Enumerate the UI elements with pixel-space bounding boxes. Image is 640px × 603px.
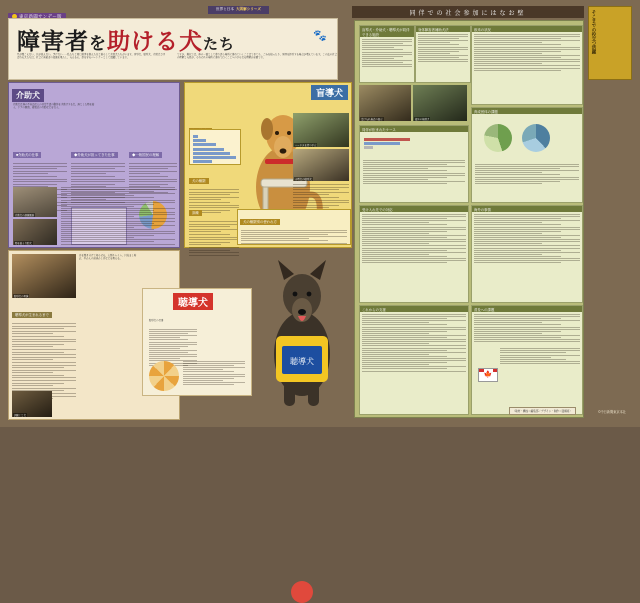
banner-headline: 同伴での社会参加にはなお壁: [352, 6, 584, 18]
photo-caption: 介助犬の訓練風景: [15, 214, 35, 217]
title-part-2: を: [89, 34, 107, 53]
lead-paragraph-left: 耳が聞こえない、目が見えない、歩けない……私たちと同じ障害を抱えた方と暮らして介助犬たちがいます。盲導犬、聴導犬、介助犬と呼ばれる犬たちは、社会に貢献者の役割を果たし、支える心、命を守るパートナーとして活躍しています。: [17, 53, 166, 60]
assistance-sub-1: ■介助犬の仕事: [13, 152, 41, 158]
sunburst-diagram: [149, 361, 179, 391]
series-label: [208, 6, 269, 14]
photo-overseas-dog: [413, 85, 467, 121]
right-box-5-head: 育成団体の課題: [472, 108, 582, 114]
photo-caption: 聴導犬の実演: [14, 295, 29, 298]
series-name: 世界と日本: [216, 7, 234, 12]
section-heading-assistance: 介助犬: [12, 89, 44, 102]
guide-right-column: [293, 113, 349, 215]
right-box-5: [471, 107, 583, 203]
right-box-8-head: これからの支援: [360, 306, 468, 312]
pie-chart-2: [522, 124, 550, 152]
hearing-sub-1: 聴導犬が生まれるまで: [12, 312, 52, 318]
right-box-3-head: 欧米の状況: [472, 26, 582, 32]
hearing-sub-2: 聴導犬の仕事: [149, 319, 164, 322]
assistance-bottom-text: [61, 187, 175, 246]
photo-caption: 海外の補助犬: [415, 118, 430, 121]
assistance-note: 介助犬は体の不自由な人の日常生活の動作を手助けする犬。落とした物を拾う、ドアの開閉、着脱衣の介助などを行う。: [13, 103, 95, 110]
right-box-7: [471, 205, 583, 303]
pie-chart-1: [484, 124, 512, 152]
section-heading-guide: 盲導犬: [311, 85, 348, 100]
hearing-dog-illustration: [250, 250, 354, 410]
lead-paragraph-right: ですが、現状では、体の一部として寄り添う場所に連れていくことはできても、ごみを拾ったり、同伴を拒否する場合が増えています。この法の社会の理解と支援が、それぞれの場所に連れて行くことへのさらなる理解が必要です。: [177, 53, 337, 60]
age-bar-chart: [189, 129, 241, 165]
paw-icon: 🐾: [313, 30, 327, 42]
right-vertical-label: そこまでの役立つ活躍: [592, 10, 597, 54]
right-box-6: [359, 205, 469, 303]
photo-caption: 訓練士と犬: [14, 414, 26, 417]
section-guide-dog: [184, 82, 352, 248]
right-box-4: [359, 125, 469, 203]
guide-sub-training: 訓練: [189, 210, 202, 216]
photo-harness-hand: [293, 113, 349, 147]
series-sub: 大図解シリーズ: [235, 7, 261, 12]
right-box-3: [471, 25, 583, 105]
hearing-note: 音を聞き分けて知らせる。玄関チャイム、目覚まし時計、やかんの湯沸かし音などを教える。: [79, 254, 137, 261]
photo-caption: 受け入れ施設の表示: [361, 118, 383, 121]
hearing-bottom-text: [183, 361, 245, 386]
section-heading-hearing: 聴導犬: [173, 293, 213, 310]
section-social-participation: [354, 20, 584, 418]
photo-assistance-training: [13, 187, 57, 217]
guide-sub-usage: 犬の種類別の使われ方: [240, 219, 280, 225]
footer: [8, 409, 632, 420]
assistance-sub-3: ◆一般国民の理解: [129, 152, 162, 158]
right-box-2: [415, 25, 471, 83]
photo-acceptance-sign: [359, 85, 411, 121]
guide-usage-box: [237, 209, 351, 245]
photo-small-hearing-dog: [293, 149, 349, 181]
assistance-sub-2: ◆介助犬が担ってきた仕事: [71, 152, 118, 158]
right-box-9: [471, 305, 583, 415]
svg-text:聴導犬: 聴導犬: [290, 357, 314, 366]
masthead-badge-label: 東京新聞サンデー版: [19, 13, 62, 19]
photo-caption: 小型犬の聴導犬: [295, 178, 312, 181]
title-part-3: 助ける犬: [107, 28, 203, 54]
headline-block: [8, 18, 338, 80]
title-part-4: たち: [203, 36, 236, 53]
right-box-2-head: 身体障害者補助犬法: [416, 26, 470, 32]
photo-caption: 物を拾う介助犬: [15, 242, 32, 245]
canada-flag-icon: 🍁: [478, 368, 498, 382]
photo-pickup: [13, 219, 57, 245]
photo-caption: ハーネスを持つ手元: [295, 144, 317, 147]
credit-line: ©中日新聞東京本社: [598, 410, 626, 414]
hearing-icon-circle: [291, 581, 313, 603]
right-box-1: [359, 25, 415, 83]
right-box-7-head: 海外の事情: [472, 206, 582, 212]
section-assistance-dog: [8, 82, 180, 248]
right-box-4-head: 同伴が拒まれたケース: [360, 126, 468, 132]
guide-sub-breed: 犬の種類: [189, 178, 209, 184]
right-box-8: [359, 305, 469, 415]
right-box-9-head: 普及への課題: [472, 306, 582, 312]
title-part-1: 障害者: [17, 28, 89, 54]
hearing-dog-box: [142, 288, 252, 396]
photo-hearing-demo: [12, 254, 76, 298]
right-box-6-head: 受け入れ先での対応: [360, 206, 468, 212]
page-title: [17, 23, 235, 56]
source-note: （取材・構成＝編集部／デザイン・制作＝図解班）: [509, 407, 576, 415]
right-box-1-head: 盲導犬・介助犬・聴導犬が同伴できる施設: [360, 26, 414, 37]
masthead: [8, 6, 346, 19]
right-vertical-strip: [588, 6, 632, 80]
